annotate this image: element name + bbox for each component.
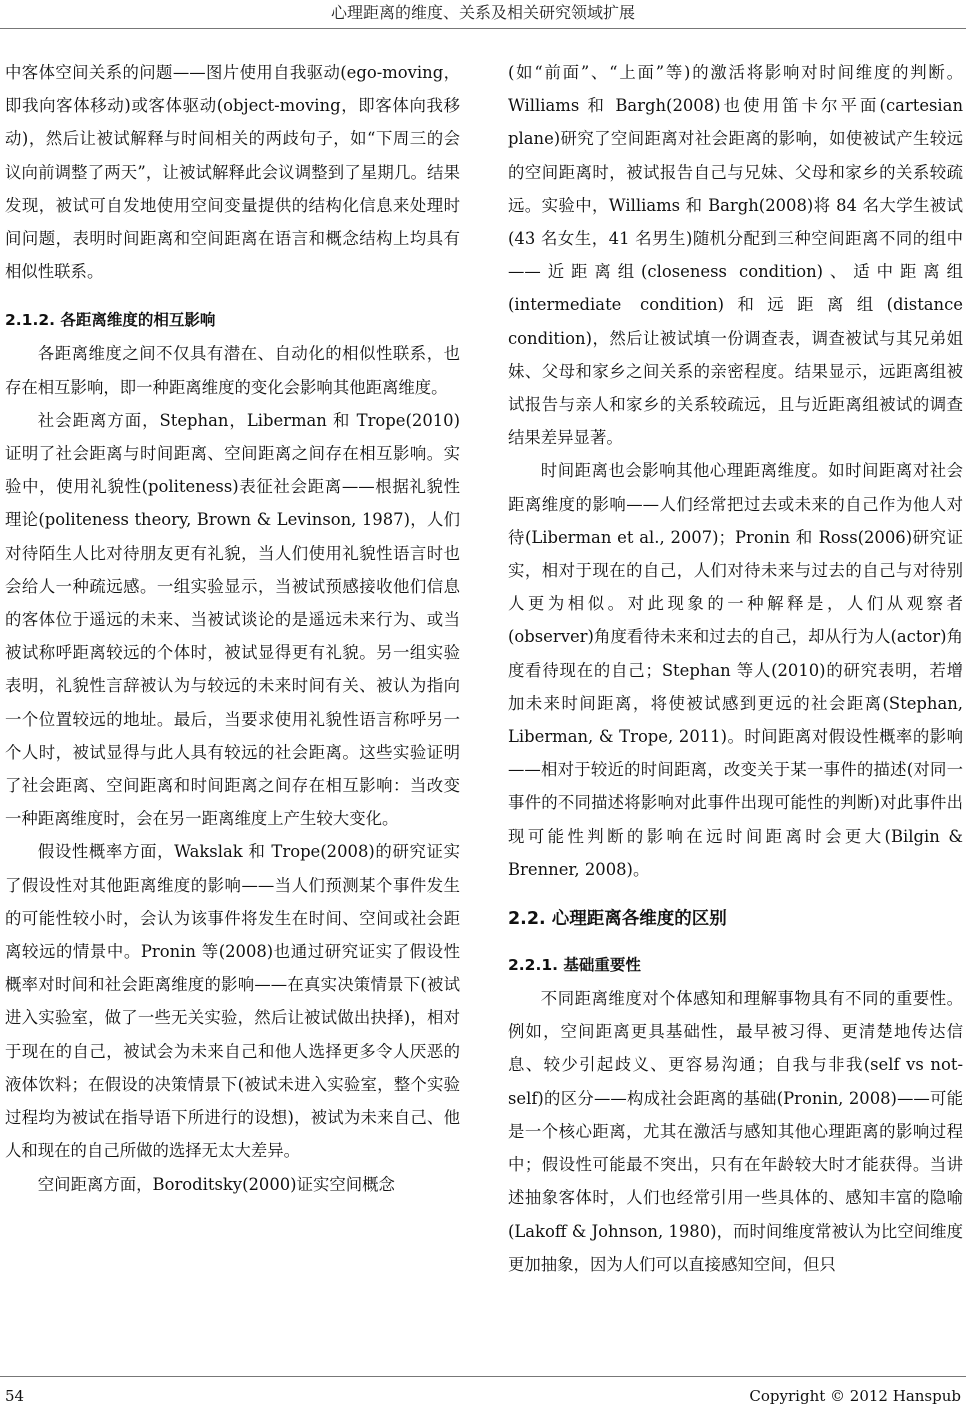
left-paragraph-5: 空间距离方面，Boroditsky(2000)证实空间概念 bbox=[37, 1174, 395, 1194]
page-number: 54 bbox=[5, 1387, 25, 1405]
left-paragraph-4: 假设性概率方面，Wakslak 和 Trope(2008)的研究证实了假设性对其他距离维度的影响——当人们预测某个事件发生的可能性较小时，会认为该事件将发生在时间、空间或社会距离较远的情景中。Pronin 等(2008)也通过研究证实了假设性概率对时间和社会距离维度的影响——在真实决策情景下(被试进入实验室，做了一些无关实验，然后让被试做出抉择)，相对于现在的自己，被试会为未来自己和他人选择更多令人厌恶的液体饮料；在假设的决策情景下(被试未进入实验室，整个实验过程均为被试在指导语下所进行的设想)，被试为未来自己、他人和现在的自己所做的选择无太大差异。 bbox=[5, 842, 460, 1161]
copyright-notice: Copyright © 2012 Hanspub bbox=[749, 1387, 961, 1405]
right-column bbox=[508, 56, 963, 1281]
left-column bbox=[5, 56, 460, 1201]
section-heading-2-2: 2.2. 心理距离各维度的区别 bbox=[508, 909, 727, 930]
left-paragraph-1: 中客体空间关系的问题——图片使用自我驱动(ego-moving，即我向客体移动)或客体驱动(object-moving，即客体向我移动)，然后让被试解释与时间相关的两歧句子，如“下周三的会议向前调整了两天”，让被试解释此会议调整到了星期几。结果发现，被试可自发地使用空间变量提供的结构化信息来处理时间问题，表明时间距离和空间距离在语言和概念结构上均具有相似性联系。 bbox=[5, 63, 460, 282]
footer-divider bbox=[0, 1376, 966, 1377]
header-divider bbox=[0, 28, 966, 29]
right-paragraph-2: 时间距离也会影响其他心理距离维度。如时间距离对社会距离维度的影响——人们经常把过去或未来的自己作为他人对待(Liberman et al., 2007)；Pronin 和 Ross(2006)研究证实，相对于现在的自己，人们对待未来与过去的自己与对待别人更为相似。对此现象的一种解释是，人们从观察者(observer)角度看待未来和过去的自己，却从行为人(actor)角度看待现在的自己；Stephan 等人(2010)的研究表明，若增加未来时间距离，将使被试感到更远的社会距离(Stephan, Liberman, & Trope, 2011)。时间距离对假设性概率的影响——相对于较近的时间距离，改变关于某一事件的描述(对同一事件的不同描述将影响对此事件出现可能性的判断)对此事件出现可能性判断的影响在远时间距离时会更大(Bilgin & Brenner, 2008)。 bbox=[508, 461, 963, 879]
left-paragraph-2: 各距离维度之间不仅具有潜在、自动化的相似性联系，也存在相互影响，即一种距离维度的变化会影响其他距离维度。 bbox=[5, 344, 460, 397]
running-header: 心理距离的维度、关系及相关研究领域扩展 bbox=[330, 3, 635, 22]
left-paragraph-3: 社会距离方面，Stephan，Liberman 和 Trope(2010)证明了社会距离与时间距离、空间距离之间存在相互影响。实验中，使用礼貌性(politeness)表征社会距离——根据礼貌性理论(politeness theory, Brown & Levinson, 1987)，人们对待陌生人比对待朋友更有礼貌，当人们使用礼貌性语言时也会给人一种疏远感。一组实验显示，当被试预感接收他们信息的客体位于遥远的未来、当被试谈论的是遥远未来行为、或当被试称呼距离较远的个体时，被试显得更有礼貌。另一组实验表明，礼貌性言辞被认为与较远的未来时间有关、被认为指向一个位置较远的地址。最后，当要求使用礼貌性语言称呼另一个人时，被试显得与此人具有较远的社会距离。这些实验证明了社会距离、空间距离和时间距离之间存在相互影响：当改变一种距离维度时，会在另一距离维度上产生较大变化。 bbox=[5, 410, 460, 829]
right-paragraph-1: (如“前面”、“上面”等)的激活将影响对时间维度的判断。Williams 和 Bargh(2008)也使用笛卡尔平面(cartesian plane)研究了空间距离对社会距离的影响，如使被试产生较远的空间距离时，被试报告自己与兄妹、父母和家乡的关系较疏远。实验中，Williams 和 Bargh(2008)将 84 名大学生被试(43 名女生，41 名男生)随机分配到三种空间距离不同的组中——近距离组(closeness condition)、适中距离组(intermediate condition)和远距离组(distance condition)，然后让被试填一份调查表，调查被试与其兄弟姐妹、父母和家乡之间关系的亲密程度。结果显示，远距离组被试报告与亲人和家乡的关系较疏远，且与近距离组被试的调查结果差异显著。 bbox=[508, 63, 963, 448]
right-paragraph-3: 不同距离维度对个体感知和理解事物具有不同的重要性。例如，空间距离更具基础性，最早被习得、更清楚地传达信息、较少引起歧义、更容易沟通；自我与非我(self vs not-self)的区分——构成社会距离的基础(Pronin, 2008)——可能是一个核心距离，尤其在激活与感知其他心理距离的影响过程中；假设性可能最不突出，只有在年龄较大时才能获得。当讲述抽象客体时，人们也经常引用一些具体的、感知丰富的隐喻(Lakoff & Johnson, 1980)，而时间维度常被认为比空间维度更加抽象，因为人们可以直接感知空间，但只 bbox=[508, 989, 963, 1274]
section-heading-2-1-2: 2.1.2. 各距离维度的相互影响 bbox=[5, 311, 216, 330]
section-heading-2-2-1: 2.2.1. 基础重要性 bbox=[508, 956, 641, 975]
